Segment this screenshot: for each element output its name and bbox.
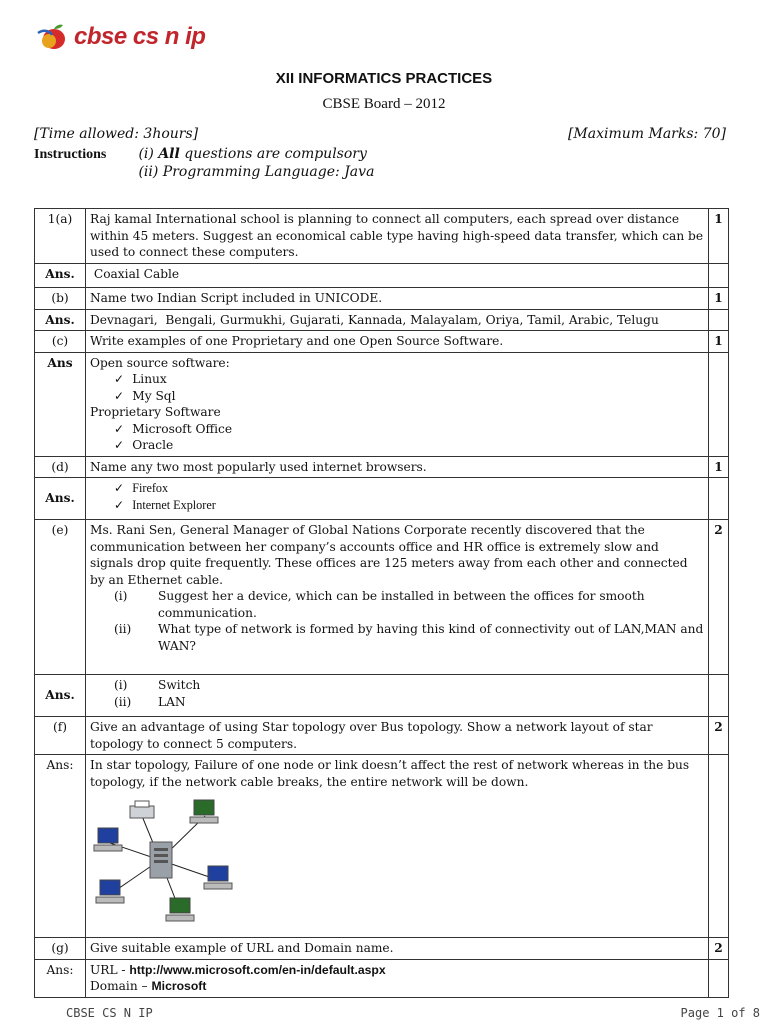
table-row	[35, 938, 729, 960]
answer-label: Ans	[35, 352, 86, 456]
instruction-num: (ii)	[138, 164, 159, 180]
list-item: ✓ My Sql	[90, 388, 704, 405]
marks: 1	[709, 331, 729, 353]
answer-text	[86, 478, 709, 520]
question-number: (f)	[35, 717, 86, 755]
table-row	[35, 309, 729, 331]
table-row	[35, 331, 729, 353]
url-label: URL -	[90, 962, 130, 977]
question-text: Name two Indian Script included in UNICODE.	[86, 288, 709, 310]
table-row	[35, 478, 729, 520]
star-topology-diagram	[90, 798, 250, 928]
marks: 1	[709, 288, 729, 310]
computer-icon	[204, 866, 232, 889]
url-value: http://www.microsoft.com/en-in/default.aspx	[129, 962, 386, 977]
question-number: (b)	[35, 288, 86, 310]
domain-value: Microsoft	[151, 979, 207, 993]
question-text: Name any two most popularly used internet browsers.	[86, 456, 709, 478]
table-row	[35, 520, 729, 675]
answer-text	[86, 755, 709, 938]
marks: 1	[709, 456, 729, 478]
instruction-text: questions are compulsory	[179, 146, 367, 162]
answer-text	[86, 352, 709, 456]
answer-label: Ans.	[35, 264, 86, 288]
answer-text	[86, 675, 709, 717]
answer-label: Ans:	[35, 755, 86, 938]
table-row	[35, 264, 729, 288]
answer-label: Ans.	[35, 675, 86, 717]
page-title: XII INFORMATICS PRACTICES	[275, 70, 493, 87]
logo	[36, 22, 205, 52]
list-item: ✓ Internet Explorer	[90, 497, 704, 514]
marks: 2	[709, 938, 729, 960]
table-row	[35, 717, 729, 755]
computer-icon	[190, 800, 218, 823]
question-text: Give suitable example of URL and Domain name.	[86, 938, 709, 960]
question-number: (c)	[35, 331, 86, 353]
table-row	[35, 959, 729, 997]
answer-label: Ans.	[35, 309, 86, 331]
instruction-num: (i)	[138, 146, 154, 162]
computer-icon	[94, 828, 122, 851]
printer-icon	[130, 801, 154, 818]
marks: 1	[709, 209, 729, 264]
question-body: Ms. Rani Sen, General Manager of Global Nations Corporate recently discovered that the communication between her company’s accounts office and HR office is extremely slow and signals drop quite frequently. These offices are 125 meters away from each other and connected by an Ethernet cable.	[90, 523, 688, 587]
answer-text	[86, 264, 709, 288]
marks: 2	[709, 520, 729, 675]
max-marks: [Maximum Marks: 70]	[567, 126, 726, 142]
time-allowed: [Time allowed: 3hours]	[34, 126, 199, 142]
answer-text: Devnagari, Bengali, Gurmukhi, Gujarati, Kannada, Malayalam, Oriya, Tamil, Arabic, Telugu	[86, 309, 709, 331]
answer-heading: Proprietary Software	[90, 405, 221, 419]
instruction-text: Programming Language: Java	[162, 164, 375, 180]
table-row	[35, 209, 729, 264]
instructions-label: Instructions	[34, 147, 107, 162]
sub-question: (i) Suggest her a device, which can be installed in between the offices for smooth communication.	[114, 589, 645, 620]
instruction-bold: All	[158, 146, 180, 162]
question-text	[86, 520, 709, 675]
question-text: Give an advantage of using Star topology over Bus topology. Show a network layout of star topology to connect 5 computers.	[86, 717, 709, 755]
question-number: 1(a)	[35, 209, 86, 264]
table-row	[35, 755, 729, 938]
question-number: (d)	[35, 456, 86, 478]
logo-text: cbse cs n ip	[74, 23, 206, 50]
list-item: ✓ Linux	[90, 371, 704, 388]
computer-icon	[96, 880, 124, 903]
sub-answer: (ii) LAN	[114, 694, 186, 709]
qa-table	[34, 208, 729, 998]
marks: 2	[709, 717, 729, 755]
list-item: ✓ Firefox	[90, 480, 704, 497]
instructions	[34, 146, 374, 182]
table-row	[35, 288, 729, 310]
list-item: ✓ Microsoft Office	[90, 421, 704, 438]
question-number: (e)	[35, 520, 86, 675]
answer-label: Ans.	[35, 478, 86, 520]
table-row	[35, 352, 729, 456]
answer-body: In star topology, Failure of one node or link doesn’t affect the rest of network whereas in the bus topology, if the network cable breaks, the entire network will be down.	[90, 758, 690, 789]
server-icon	[150, 842, 172, 878]
computer-icon	[166, 898, 194, 921]
question-text: Raj kamal International school is planning to connect all computers, each spread over distance within 45 meters. Suggest an economical cable type having high-speed data transfer, which can be used to connect these computers.	[86, 209, 709, 264]
page-subtitle: CBSE Board – 2012	[322, 96, 446, 112]
domain-label: Domain –	[90, 979, 152, 993]
sub-answer: (i) Switch	[114, 678, 201, 692]
list-item: ✓ Oracle	[90, 437, 704, 454]
table-row	[35, 675, 729, 717]
answer-text	[86, 959, 709, 997]
answer-value: Coaxial Cable	[93, 267, 180, 281]
question-number: (g)	[35, 938, 86, 960]
question-text: Write examples of one Proprietary and one Open Source Software.	[86, 331, 709, 353]
sub-question: (ii) What type of network is formed by having this kind of connectivity out of LAN,MAN and WAN?	[114, 622, 704, 653]
table-row	[35, 456, 729, 478]
footer-left: CBSE CS N IP	[66, 1006, 153, 1020]
answer-label: Ans:	[35, 959, 86, 997]
footer-page-number: Page 1 of 8	[680, 1006, 760, 1020]
logo-apple-icon	[36, 23, 70, 51]
answer-heading: Open source software:	[90, 355, 230, 370]
